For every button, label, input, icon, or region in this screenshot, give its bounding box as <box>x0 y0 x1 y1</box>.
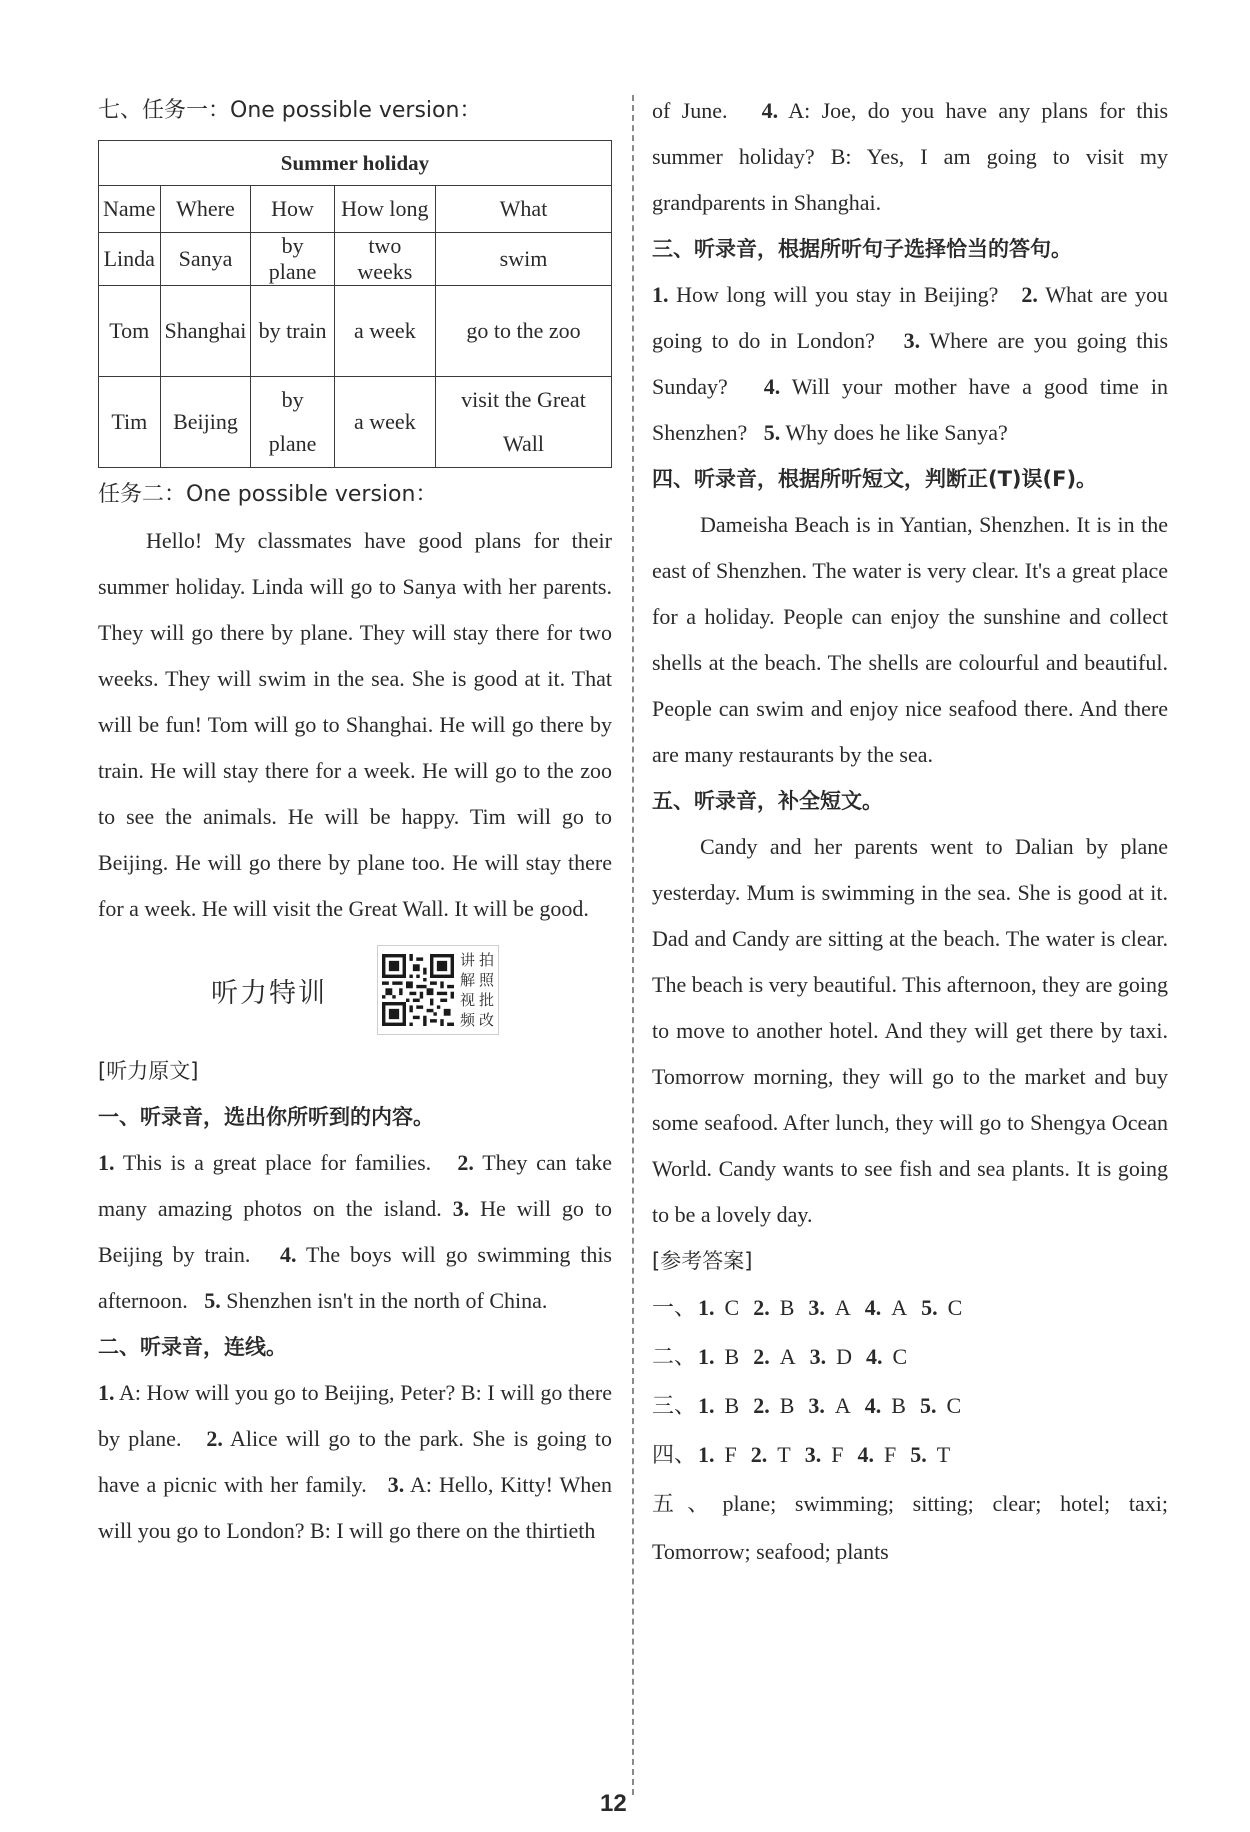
table-header-row <box>99 186 612 233</box>
page-number: 12 <box>600 1790 627 1817</box>
table-cell: Linda <box>99 233 161 286</box>
table-cell: Beijing <box>160 377 251 468</box>
table-cell: Tim <box>99 377 161 468</box>
answers-label: [参考答案] <box>652 1249 753 1273</box>
answer-row: 二、1. B 2. A 3. D 4. C <box>652 1344 908 1370</box>
part1-items: 1. This is a great place for families. 2. They can take many amazing photos on the island. 3. He will go to Beijing by train. 4. The boys will go swimming this afternoon. 5. Shenzhen isn't in the north of China. <box>98 1150 613 1313</box>
part3-items: 1. How long will you stay in Beijing? 2. What are you going to do in London? 3. Where are you going this Sunday? 4. Will your mother have a good time in Shenzhen? 5. Why does he like Sanya? <box>652 282 1169 445</box>
part4-passage: Dameisha Beach is in Yantian, Shenzhen. It is in the east of Shenzhen. The water is very clear. It's a great place for a holiday. People can enjoy the sunshine and collect shells at the beach. The shells are colourful and beautiful. People can swim and enjoy nice seafood there. And there are many restaurants by the sea. <box>652 512 1168 767</box>
table-cell: two weeks <box>334 233 435 286</box>
part4-heading: 四、听录音，根据所听短文，判断正(T)误(F)。 <box>652 467 1098 491</box>
answer-row: 四、1. F 2. T 3. F 4. F 5. T <box>652 1442 951 1468</box>
part2-items: 1. A: How will you go to Beijing, Peter? B: I will go there by plane. 2. Alice will go to the park. She is going to have a picnic with her family. 3. A: Hello, Kitty! When will you go to London? B: I will go there on the thirtieth <box>98 1380 613 1543</box>
part2-heading: 二、听录音，连线。 <box>98 1335 287 1359</box>
header-cell: Name <box>99 186 161 233</box>
header-cell: Where <box>160 186 251 233</box>
table-cell: Sanya <box>160 233 251 286</box>
answer-row: 三、1. B 2. B 3. A 4. B 5. C <box>652 1393 962 1419</box>
answer-row: 一、1. C 2. B 3. A 4. A 5. C <box>652 1295 963 1321</box>
table-cell: by plane <box>251 233 334 286</box>
part5-heading: 五、听录音，补全短文。 <box>652 789 883 813</box>
summer-holiday-table <box>98 140 612 468</box>
table-cell: a week <box>334 286 435 377</box>
table-cell: by plane <box>251 377 334 468</box>
table-row <box>99 286 612 377</box>
table-row <box>99 233 612 286</box>
table-cell: a week <box>334 377 435 468</box>
answer-key <box>652 1284 1168 1576</box>
table-cell: go to the zoo <box>436 286 612 377</box>
table-row <box>99 377 612 468</box>
right-column <box>652 88 1168 1576</box>
part2-continuation: of June. 4. A: Joe, do you have any plans for this summer holiday? B: Yes, I am going to visit my grandparents in Shanghai. <box>652 98 1169 215</box>
answer-row-5: 五、plane; swimming; sitting; clear; hotel; taxi; Tomorrow; seafood; plants <box>652 1491 1168 1564</box>
table-title: Summer holiday <box>99 141 612 186</box>
header-cell: How <box>251 186 334 233</box>
qr-code-icon[interactable] <box>382 954 454 1026</box>
task2-label: 任务二：One possible version： <box>98 482 438 507</box>
part5-passage: Candy and her parents went to Dalian by plane yesterday. Mum is swimming in the sea. She is good at it. Dad and Candy are sitting at the beach. The water is clear. The beach is very beautiful. This afternoon, they are going to move to another hotel. And they will get there by taxi. Tomorrow morning, they will go to the market and buy some seafood. After lunch, they will go to Shengya Ocean World. Candy wants to see fish and sea plants. It is going to be a lovely day. <box>652 834 1168 1227</box>
table-cell: visit the Great Wall <box>436 377 612 468</box>
part1-heading: 一、听录音，选出你所听到的内容。 <box>98 1105 434 1129</box>
table-cell: Tom <box>99 286 161 377</box>
header-cell: What <box>436 186 612 233</box>
qr-code-block[interactable] <box>377 945 499 1035</box>
column-divider <box>632 95 634 1795</box>
header-cell: How long <box>334 186 435 233</box>
table-cell: swim <box>436 233 612 286</box>
left-column <box>98 88 612 1554</box>
qr-caption: 讲 拍 解 照 视 批 频 改 <box>459 951 495 1029</box>
table-cell: by train <box>251 286 334 377</box>
essay-paragraph: Hello! My classmates have good plans for their summer holiday. Linda will go to Sanya with her parents. They will go there by plane. They will stay there for two weeks. They will swim in the sea. She is good at it. That will be fun! Tom will go to Shanghai. He will go there by train. He will stay there for a week. He will go to the zoo to see the animals. He will be happy. Tim will go to Beijing. He will go there by plane too. He will stay there for a week. He will visit the Great Wall. It will be good. <box>98 528 612 921</box>
task1-label: 七、任务一：One possible version： <box>98 98 482 123</box>
transcript-label: [听力原文] <box>98 1059 199 1083</box>
part3-heading: 三、听录音，根据所听句子选择恰当的答句。 <box>652 237 1072 261</box>
section-title: 听力特训 <box>210 977 327 1009</box>
listening-section-header <box>98 932 612 1048</box>
table-cell: Shanghai <box>160 286 251 377</box>
